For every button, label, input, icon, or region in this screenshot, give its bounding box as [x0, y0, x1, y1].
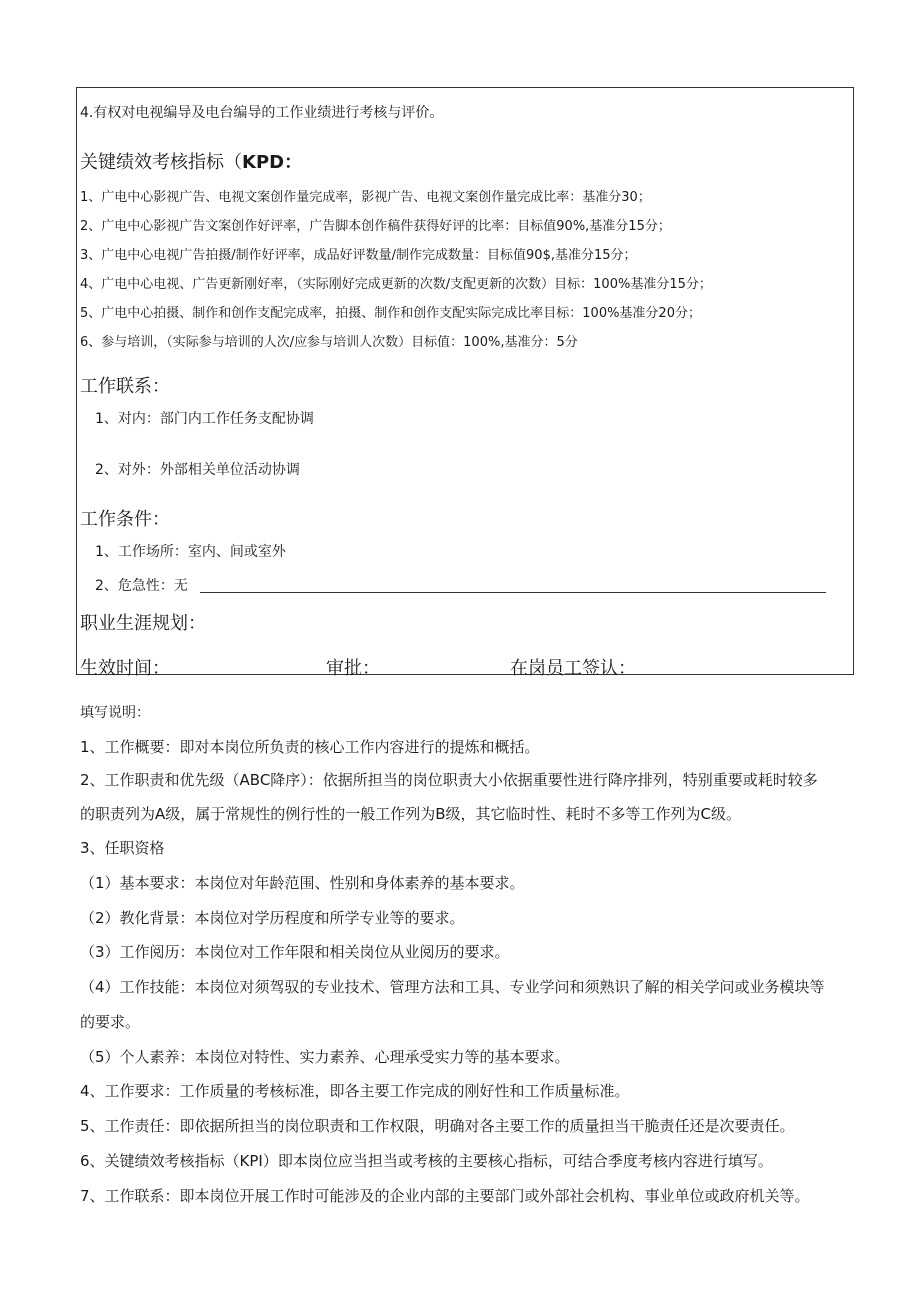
- kpi-title-main: 关键绩效考核指标（: [80, 152, 242, 173]
- note-line: （3）工作阅历：本岗位对工作年限和相关岗位从业阅历的要求。: [80, 943, 510, 961]
- relations-internal: 1、对内：部门内工作任务支配协调: [95, 411, 314, 427]
- relations-external: 2、对外：外部相关单位活动协调: [95, 462, 300, 478]
- note-line: 1、工作概要：即对本岗位所负责的核心工作内容进行的提炼和概括。: [80, 738, 540, 756]
- note-line: （1）基本要求：本岗位对年龄范围、性别和身体素养的基本要求。: [80, 874, 525, 892]
- kpi-item: 2、广电中心影视广告文案创作好评率，广告脚本创作稿件获得好评的比率：目标值90%,基准分15分；: [80, 219, 671, 234]
- employee-sign-label: 在岗员工签认：: [510, 658, 636, 679]
- effective-time-label: 生效时间：: [80, 658, 170, 679]
- note-line: 2、工作职责和优先级（ABC降序）：依据所担当的岗位职责大小依据重要性进行降序排列，特别重要或耗时较多: [80, 771, 818, 789]
- kpi-title-bold: KPD：: [242, 152, 303, 173]
- note-line: 4、工作要求：工作质量的考核标准，即各主要工作完成的刚好性和工作质量标准。: [80, 1082, 630, 1100]
- kpi-item: 6、参与培训，（实际参与培训的人次/应参与培训人次数）目标值：100%,基准分：5分: [80, 335, 578, 350]
- note-line: 5、工作责任：即依据所担当的岗位职责和工作权限，明确对各主要工作的质量担当干脆责任还是次要责任。: [80, 1117, 795, 1135]
- danger-fill-line: [200, 592, 826, 593]
- note-line: 的职责列为A级，属于常规性的例行性的一般工作列为B级，其它临时性、耗时不多等工作列为C级。: [80, 805, 742, 823]
- conditions-place: 1、工作场所：室内、间或室外: [95, 544, 286, 560]
- authority-item: 4.有权对电视编导及电台编导的工作业绩进行考核与评价。: [80, 105, 444, 121]
- note-line: （2）教化背景：本岗位对学历程度和所学专业等的要求。: [80, 909, 465, 927]
- relations-title: 工作联系：: [80, 376, 170, 397]
- kpi-item: 1、广电中心影视广告、电视文案创作量完成率，影视广告、电视文案创作量完成比率：基准分30；: [80, 190, 651, 205]
- kpi-item: 3、广电中心电视广告拍摄/制作好评率，成品好评数量/制作完成数量：目标值90$,基准分15分；: [80, 248, 637, 263]
- career-title: 职业生涯规划：: [80, 613, 206, 634]
- notes-title: 填写说明：: [80, 705, 150, 721]
- kpi-item: 5、广电中心拍摄、制作和创作支配完成率，拍摄、制作和创作支配实际完成比率目标：100%基准分20分；: [80, 306, 701, 321]
- note-line: 的要求。: [80, 1013, 141, 1031]
- note-line: （5）个人素养：本岗位对特性、实力素养、心理承受实力等的基本要求。: [80, 1048, 570, 1066]
- note-line: （4）工作技能：本岗位对须驾驭的专业技术、管理方法和工具、专业学问和须熟识了解的相关学问或业务模块等: [80, 978, 825, 996]
- approval-label: 审批：: [326, 658, 380, 679]
- note-line: 6、关键绩效考核指标（KPI）即本岗位应当担当或考核的主要核心指标，可结合季度考核内容进行填写。: [80, 1152, 773, 1170]
- conditions-title: 工作条件：: [80, 509, 170, 530]
- note-line: 7、工作联系：即本岗位开展工作时可能涉及的企业内部的主要部门或外部社会机构、事业单位或政府机关等。: [80, 1187, 810, 1205]
- kpi-title: [80, 148, 302, 174]
- kpi-item: 4、广电中心电视、广告更新刚好率，（实际刚好完成更新的次数/支配更新的次数）目标：100%基准分15分；: [80, 277, 712, 292]
- job-description-table: [76, 87, 854, 675]
- note-line: 3、任职资格: [80, 839, 165, 857]
- conditions-danger: 2、危急性：无: [95, 578, 188, 594]
